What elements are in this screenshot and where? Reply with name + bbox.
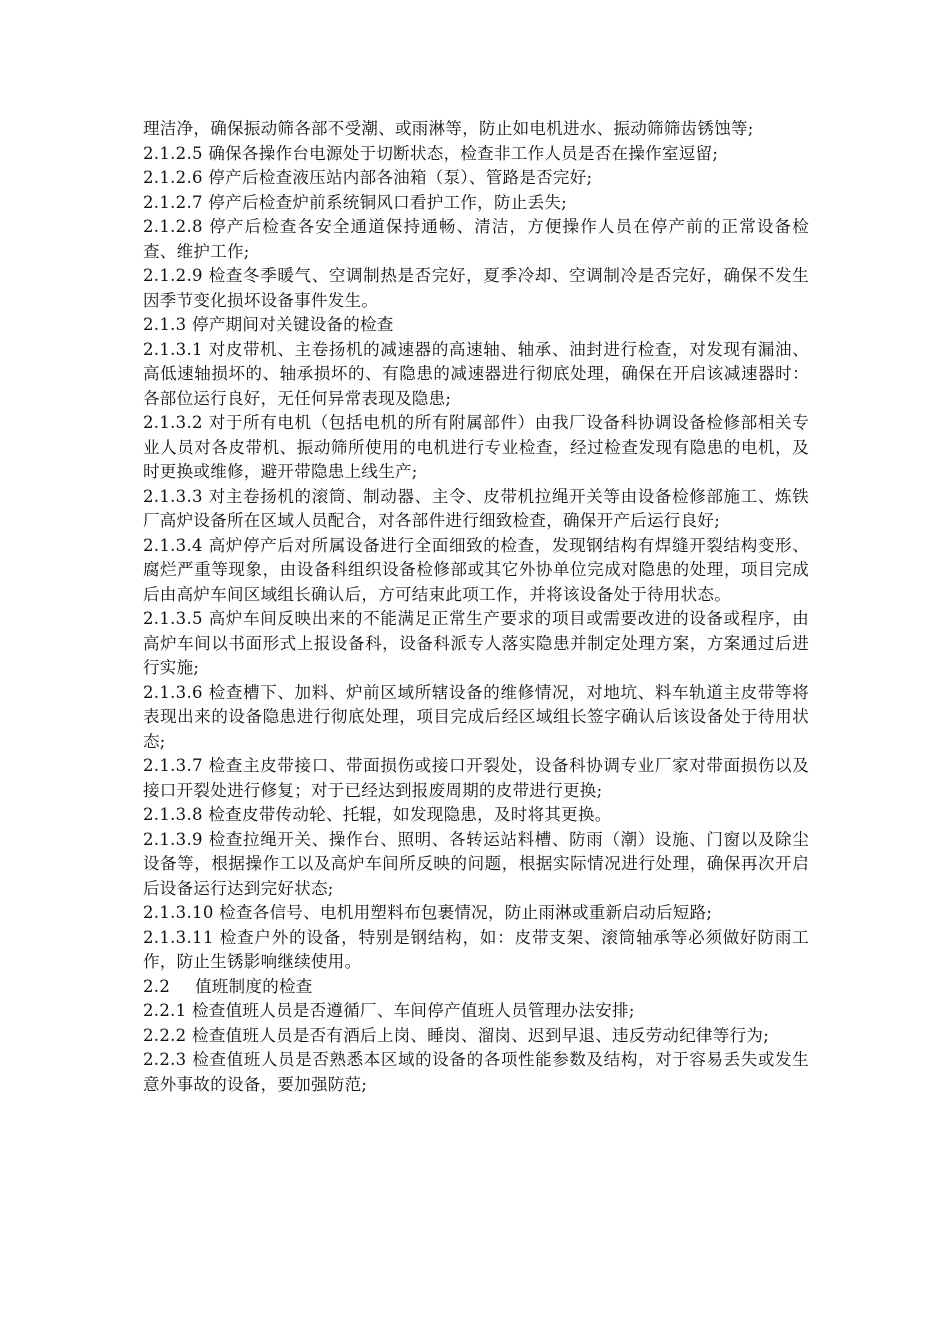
section-heading (143, 975, 809, 1000)
paragraph: 2.1.3.4 高炉停产后对所属设备进行全面细致的检查，发现钢结构有焊缝开裂结构变形、腐烂严重等现象，由设备科组织设备检修部或其它外协单位完成对隐患的处理，项目完成后由高炉车间区域组长确认后，方可结束此项工作，并将该设备处于待用状态。 (143, 535, 809, 604)
document-page (143, 117, 809, 1097)
paragraph: 2.1.3.7 检查主皮带接口、带面损伤或接口开裂处，设备科协调专业厂家对带面损伤以及接口开裂处进行修复；对于已经达到报废周期的皮带进行更换; (143, 756, 809, 800)
paragraph: 2.1.3.3 对主卷扬机的滚筒、制动器、主令、皮带机拉绳开关等由设备检修部施工、炼铁厂高炉设备所在区域人员配合，对各部件进行细致检查，确保开产后运行良好; (143, 486, 809, 530)
paragraph: 2.1.3.9 检查拉绳开关、操作台、照明、各转运站料槽、防雨（潮）设施、门窗以及除尘设备等，根据操作工以及高炉车间所反映的问题，根据实际情况进行处理，确保再次开启后设备运行达到完好状态; (143, 829, 809, 898)
paragraph: 2.1.3.6 检查槽下、加料、炉前区域所辖设备的维修情况，对地坑、料车轨道主皮带等将表现出来的设备隐患进行彻底处理，项目完成后经区域组长签字确认后该设备处于待用状态; (143, 682, 809, 751)
paragraph: 2.2.2 检查值班人员是否有酒后上岗、睡岗、溜岗、迟到早退、违反劳动纪律等行为; (143, 1025, 770, 1045)
paragraph: 2.1.3.2 对于所有电机（包括电机的所有附属部件）由我厂设备科协调设备检修部相关专业人员对各皮带机、振动筛所使用的电机进行专业检查，经过检查发现有隐患的电机，及时更换或维修，避开带隐患上线生产; (143, 413, 809, 481)
paragraph: 2.1.2.6 停产后检查液压站内部各油箱（泵）、管路是否完好; (143, 168, 593, 187)
paragraph: 2.1.2.9 检查冬季暖气、空调制热是否完好，夏季冷却、空调制冷是否完好，确保不发生因季节变化损坏设备事件发生。 (143, 266, 809, 310)
paragraph: 2.2.3 检查值班人员是否熟悉本区域的设备的各项性能参数及结构，对于容易丢失或发生意外事故的设备，要加强防范; (143, 1050, 809, 1094)
section-title: 值班制度的检查 (195, 976, 313, 996)
paragraph: 2.1.2.5 确保各操作台电源处于切断状态，检查非工作人员是否在操作室逗留; (143, 143, 719, 163)
paragraph: 2.1.3.11 检查户外的设备，特别是钢结构，如：皮带支架、滚筒轴承等必须做好防雨工作，防止生锈影响继续使用。 (143, 927, 809, 971)
paragraph: 2.2.1 检查值班人员是否遵循厂、车间停产值班人员管理办法安排; (143, 1001, 635, 1020)
paragraph: 2.1.2.7 停产后检查炉前系统铜风口看护工作，防止丢失; (143, 192, 568, 212)
paragraph: 2.1.3.8 检查皮带传动轮、托辊，如发现隐患，及时将其更换。 (143, 805, 612, 824)
paragraph: 理洁净，确保振动筛各部不受潮、或雨淋等，防止如电机进水、振动筛筛齿锈蚀等; (143, 119, 754, 138)
paragraph: 2.1.3.1 对皮带机、主卷扬机的减速器的高速轴、轴承、油封进行检查，对发现有漏油、高低速轴损坏的、轴承损坏的、有隐患的减速器进行彻底处理，确保在开启该减速器时：各部位运行良好，无任何异常表现及隐患; (143, 339, 809, 408)
paragraph: 2.1.3.5 高炉车间反映出来的不能满足正常生产要求的项目或需要改进的设备或程序，由高炉车间以书面形式上报设备科，设备科派专人落实隐患并制定处理方案，方案通过后进行实施; (143, 609, 809, 677)
paragraph: 2.1.2.8 停产后检查各安全通道保持通畅、清洁，方便操作人员在停产前的正常设备检查、维护工作; (143, 217, 809, 261)
subsection-heading: 2.1.3 停产期间对关键设备的检查 (143, 315, 394, 334)
section-number: 2.2 (143, 976, 171, 996)
paragraph: 2.1.3.10 检查各信号、电机用塑料布包裹情况，防止雨淋或重新启动后短路; (143, 903, 713, 922)
